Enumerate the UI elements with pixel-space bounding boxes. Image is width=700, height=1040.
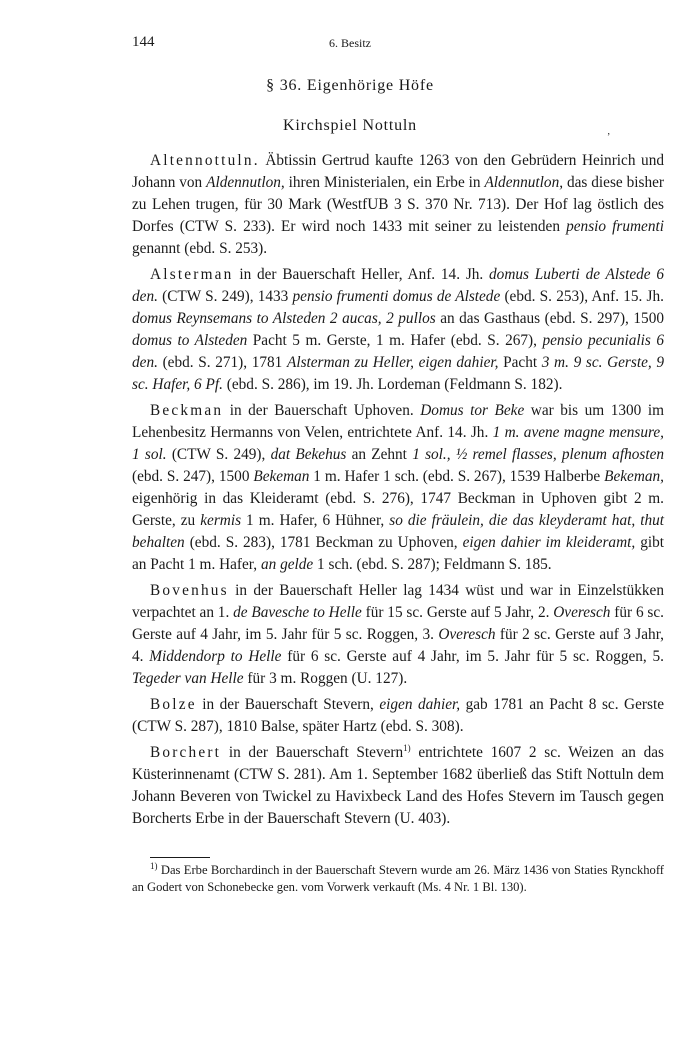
text-run: eigenhörig in das Kleideramt (ebd. S. 276), 1747 Beckman in Uphoven gibt 2 m. Gerste, zu bbox=[132, 490, 664, 529]
text-run: war bis um 1300 im Lehenbesitz Hermanns von Velen, entrichtete Anf. 14. Jh. bbox=[132, 402, 664, 441]
text-run: Äbtissin Gertrud kaufte 1263 von den Gebrüdern Heinrich und Johann von bbox=[132, 152, 664, 191]
text-run: (ebd. S. 271), 1781 bbox=[157, 354, 287, 371]
entry-lemma: Alsterman bbox=[150, 266, 234, 283]
stray-mark: ‚ bbox=[607, 126, 611, 137]
text-run: Pacht 5 m. Gerste, 1 m. Hafer (ebd. S. 267), bbox=[247, 332, 543, 349]
text-run: für 2 sc. Gerste auf 3 Jahr, 4. bbox=[132, 626, 664, 665]
text-run: an Zehnt bbox=[346, 446, 413, 463]
text-run: (ebd. S. 247), 1500 bbox=[132, 468, 254, 485]
text-run: (ebd. S. 286), im 19. Jh. Lordeman (Feldmann S. 182). bbox=[222, 376, 563, 393]
italic-text: eigen dahier, bbox=[379, 696, 461, 713]
italic-text: 1 m. avene magne mensure, 1 sol. bbox=[132, 424, 664, 463]
italic-text: domus Luberti de Alstede 6 den. bbox=[132, 266, 664, 305]
italic-text: dat Bekehus bbox=[270, 446, 347, 463]
text-run: (ebd. S. 253), Anf. 15. Jh. bbox=[500, 288, 664, 305]
entry-lemma: Bovenhus bbox=[150, 582, 229, 599]
footnote-rule bbox=[150, 857, 210, 858]
text-run: genannt (ebd. S. 253). bbox=[132, 240, 268, 257]
entry-lemma: Altennottuln. bbox=[150, 152, 260, 169]
text-run: gibt an Pacht 1 m. Hafer, bbox=[132, 534, 664, 573]
italic-text: pensio frumenti bbox=[566, 218, 664, 235]
text-run: in der Bauerschaft Stevern bbox=[221, 744, 404, 761]
italic-text: 3 m. 9 sc. Gerste, 9 sc. Hafer, 6 Pf. bbox=[132, 354, 664, 393]
footnote-text: Das Erbe Borchardinch in der Bauerschaft Stevern wurde am 26. März 1436 von Staties Rynckhoff an Godert von Schonebecke gen. vom Vorwerk verkauft (Ms. 4 Nr. 1 Bl. 130). bbox=[132, 863, 664, 894]
text-run: (ebd. S. 283), 1781 Beckman zu Uphoven, bbox=[184, 534, 463, 551]
italic-text: Bekeman bbox=[253, 468, 310, 485]
text-run: (CTW S. 249), bbox=[166, 446, 271, 463]
text-run: für 15 sc. Gerste auf 5 Jahr, 2. bbox=[361, 604, 554, 621]
italic-text: Overesch bbox=[553, 604, 611, 621]
entry-paragraph bbox=[132, 264, 664, 396]
italic-text: pensio pecunialis 6 den. bbox=[132, 332, 664, 371]
entry-paragraph bbox=[132, 150, 664, 260]
footnote bbox=[132, 862, 664, 896]
entry-lemma: Beckman bbox=[150, 402, 224, 419]
italic-text: so die fräulein, die das kleyderamt hat, thut behalten bbox=[132, 512, 664, 551]
text-run: in der Bauerschaft Heller lag 1434 wüst und war in Einzelstükken verpachtet an 1. bbox=[132, 582, 664, 621]
text-run: in der Bauerschaft Heller, Anf. 14. Jh. bbox=[233, 266, 490, 283]
text-run: für 6 sc. Gerste auf 4 Jahr, im 5. Jahr für 5 sc. Roggen, 3. bbox=[132, 604, 664, 643]
text-run: gab 1781 an Pacht 8 sc. Gerste (CTW S. 287), 1810 Balse, später Hartz (ebd. S. 308). bbox=[132, 696, 664, 735]
entry-paragraph bbox=[132, 400, 664, 576]
italic-text: de Bavesche to Helle bbox=[233, 604, 362, 621]
text-run: an das Gasthaus (ebd. S. 297), 1500 bbox=[435, 310, 664, 327]
italic-text: Domus tor Beke bbox=[420, 402, 525, 419]
italic-text: Aldennutlon, bbox=[206, 174, 285, 191]
text-run: für 3 m. Roggen (U. 127). bbox=[243, 670, 408, 687]
italic-text: pensio frumenti domus de Alstede bbox=[292, 288, 501, 305]
italic-text: Bekeman, bbox=[604, 468, 664, 485]
footnote-mark: 1) bbox=[150, 860, 158, 871]
running-head: 6. Besitz bbox=[329, 36, 371, 50]
italic-text: domus to Alsteden bbox=[132, 332, 248, 349]
italic-text: Overesch bbox=[438, 626, 496, 643]
text-run: 1 m. Hafer 1 sch. (ebd. S. 267), 1539 Halberbe bbox=[309, 468, 605, 485]
entry-lemma: Borchert bbox=[150, 744, 222, 761]
entry-paragraph bbox=[132, 694, 664, 738]
page-number: 144 bbox=[132, 34, 155, 50]
italic-text: Alsterman zu Heller, eigen dahier, bbox=[286, 354, 499, 371]
italic-text: kermis bbox=[200, 512, 242, 529]
text-run: Pacht bbox=[498, 354, 542, 371]
body-text bbox=[132, 150, 664, 834]
text-run: (CTW S. 249), 1433 bbox=[157, 288, 293, 305]
text-run: für 6 sc. Gerste auf 4 Jahr, im 5. Jahr für 5 sc. Roggen, 5. bbox=[281, 648, 664, 665]
text-run: in der Bauerschaft Stevern, bbox=[196, 696, 380, 713]
entry-lemma: Bolze bbox=[150, 696, 197, 713]
italic-text: Middendorp to Helle bbox=[149, 648, 282, 665]
section-title: § 36. Eigenhörige Höfe bbox=[266, 77, 434, 94]
entry-paragraph bbox=[132, 580, 664, 690]
text-run: in der Bauerschaft Uphoven. bbox=[223, 402, 421, 419]
footnote-ref: 1) bbox=[403, 742, 411, 753]
text-run: 1 sch. (ebd. S. 287); Feldmann S. 185. bbox=[313, 556, 552, 573]
text-run: 1 m. Hafer, 6 Hühner, bbox=[241, 512, 390, 529]
italic-text: 1 sol., ½ remel flasses, plenum afhosten bbox=[412, 446, 665, 463]
subsection-title: Kirchspiel Nottuln bbox=[283, 117, 417, 134]
entry-paragraph bbox=[132, 742, 664, 830]
text-run: ihren Ministerialen, ein Erbe in bbox=[284, 174, 485, 191]
italic-text: Tegeder van Helle bbox=[132, 670, 244, 687]
italic-text: an gelde bbox=[260, 556, 314, 573]
text-run: entrichtete 1607 2 sc. Weizen an das Küsterinnenamt (CTW S. 281). Am 1. September 1682 überließ das Stift Nottuln dem Johann Beveren von Twickel zu Havixbeck Land des Hofes Stevern im Tausch gegen Borcherts Erbe in der Bauerschaft Stevern (U. 403). bbox=[132, 744, 664, 827]
italic-text: eigen dahier im kleideramt, bbox=[462, 534, 636, 551]
italic-text: Aldennutlon, bbox=[484, 174, 564, 191]
text-run: das diese bisher zu Lehen trugen, für 30 Mark (WestfUB 3 S. 370 Nr. 713). Der Hof lag östlich des Dorfes (CTW S. 233). Er wird noch 1433 mit seiner zu leistenden bbox=[132, 174, 664, 235]
italic-text: domus Reynsemans to Alsteden 2 aucas, 2 pullos bbox=[132, 310, 436, 327]
